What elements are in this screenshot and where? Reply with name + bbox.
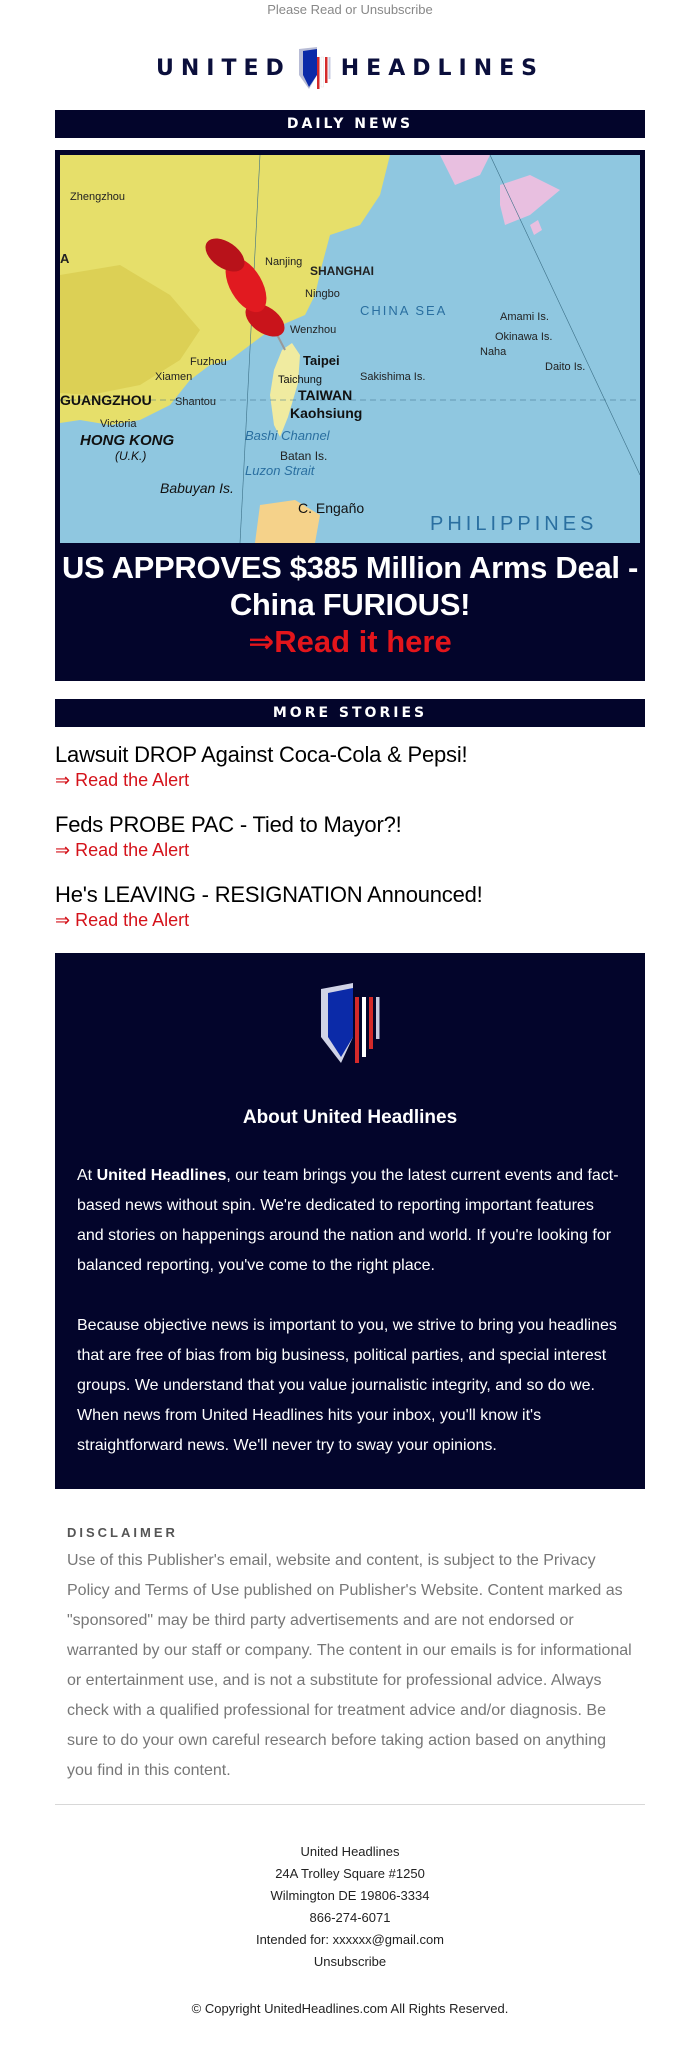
map-label-philippines: PHILIPPINES bbox=[430, 513, 598, 535]
map-label-engano: C. Engaño bbox=[298, 500, 365, 516]
map-label-daito: Daito Is. bbox=[545, 361, 586, 373]
map-label-taichung: Taichung bbox=[278, 374, 323, 386]
footer-company: United Headlines bbox=[300, 1844, 400, 1859]
shield-logo-icon bbox=[319, 981, 381, 1065]
story-item[interactable] bbox=[55, 881, 645, 931]
footer-phone: 866-274-6071 bbox=[309, 1910, 391, 1925]
footer-address-line-2: Wilmington DE 19806-3334 bbox=[270, 1888, 430, 1903]
map-label-victoria: Victoria bbox=[100, 418, 137, 430]
footer bbox=[55, 1841, 645, 1973]
disclaimer-heading: DISCLAIMER bbox=[67, 1525, 178, 1540]
disclaimer-section bbox=[55, 1489, 645, 1800]
about-paragraph-1 bbox=[77, 1161, 623, 1281]
about-paragraph-2: Because objective news is important to you, we strive to bring you headlines that are free of bias from big business, political parties, and special interest groups. We understand that you value journalistic integrity, and so do we. When news from United Headlines hits your inbox, you'll know it's straightforward news. We'll never try to sway your opinions. bbox=[77, 1317, 617, 1454]
map-label-kaohsiung: Kaohsiung bbox=[290, 405, 363, 421]
story-read-alert-link[interactable]: ⇒ Read the Alert bbox=[55, 840, 190, 860]
story-title[interactable]: Lawsuit DROP Against Coca-Cola & Pepsi! bbox=[55, 742, 468, 767]
more-stories-bar: MORE STORIES bbox=[55, 699, 645, 727]
map-label-taipei: Taipei bbox=[303, 353, 340, 368]
story-item[interactable] bbox=[55, 811, 645, 861]
map-label-hongkong: HONG KONG bbox=[80, 432, 175, 449]
hero-story[interactable] bbox=[55, 150, 645, 681]
footer-address-line-1: 24A Trolley Square #1250 bbox=[275, 1866, 425, 1881]
brand-word-left: UNITED bbox=[156, 55, 291, 81]
brand-word-right: HEADLINES bbox=[340, 55, 544, 81]
map-label-bashi: Bashi Channel bbox=[245, 428, 330, 443]
hero-read-link[interactable]: ⇒Read it here bbox=[248, 624, 452, 659]
map-label-xiamen: Xiamen bbox=[155, 371, 193, 383]
footer-intended-for: Intended for: xxxxxx@gmail.com bbox=[255, 1932, 445, 1947]
map-label-shanghai: SHANGHAI bbox=[310, 264, 375, 278]
copyright: © Copyright UnitedHeadlines.com All Rights Reserved. bbox=[191, 2001, 509, 2016]
map-label-wenzhou: Wenzhou bbox=[290, 324, 337, 336]
preheader-link[interactable]: Please Read or Unsubscribe bbox=[267, 2, 433, 17]
about-p1-prefix: At bbox=[77, 1167, 97, 1184]
unsubscribe-link[interactable]: Unsubscribe bbox=[313, 1954, 387, 1969]
about-section bbox=[55, 953, 645, 1489]
brand-logo[interactable] bbox=[0, 38, 700, 98]
map-label-nanjing: Nanjing bbox=[265, 256, 303, 268]
shield-logo-icon bbox=[295, 45, 331, 91]
svg-text:A: A bbox=[60, 251, 70, 266]
content-container bbox=[55, 110, 645, 2016]
map-label-luzon: Luzon Strait bbox=[245, 463, 315, 478]
hero-headline[interactable]: US APPROVES $385 Million Arms Deal - China FURIOUS! bbox=[61, 550, 639, 622]
map-label-guangzhou: GUANGZHOU bbox=[60, 392, 152, 408]
map-label-uk: (U.K.) bbox=[115, 449, 147, 463]
story-item[interactable] bbox=[55, 741, 645, 791]
story-title[interactable]: He's LEAVING - RESIGNATION Announced! bbox=[55, 882, 483, 907]
map-label-ningbo: Ningbo bbox=[305, 288, 340, 300]
divider bbox=[55, 1804, 645, 1805]
map-label-babuyan: Babuyan Is. bbox=[160, 480, 234, 496]
map-label-amami: Amami Is. bbox=[500, 311, 549, 323]
story-list bbox=[55, 741, 645, 931]
map-label-fuzhou: Fuzhou bbox=[190, 356, 227, 368]
hero-map-image[interactable] bbox=[60, 155, 640, 543]
about-p1-brand: United Headlines bbox=[96, 1167, 227, 1184]
story-read-alert-link[interactable]: ⇒ Read the Alert bbox=[55, 770, 190, 790]
story-title[interactable]: Feds PROBE PAC - Tied to Mayor?! bbox=[55, 812, 402, 837]
map-label-china-sea: CHINA SEA bbox=[360, 303, 448, 318]
about-title: About United Headlines bbox=[242, 1107, 458, 1128]
story-read-alert-link[interactable]: ⇒ Read the Alert bbox=[55, 910, 190, 930]
svg-text:Zhengzhou: Zhengzhou bbox=[70, 191, 126, 203]
map-label-okinawa: Okinawa Is. bbox=[495, 331, 553, 343]
map-label-batan: Batan Is. bbox=[280, 449, 328, 463]
daily-news-bar: DAILY NEWS bbox=[55, 110, 645, 138]
about-p1-rest: , our team brings you the latest current events and fact-based news without spin. We're dedicated to reporting important features and stories on happenings around the nation and world. If you're looking for balanced reporting, you've come to the right place. bbox=[77, 1167, 619, 1274]
disclaimer-text: Use of this Publisher's email, website and content, is subject to the Privacy Policy and Terms of Use published on Publisher's Website. Content marked as "sponsored" may be third party advertisements and are not endorsed or warranted by our staff or company. The content in our emails is for informational or entertainment use, and is not a substitute for professional advice. Always check with a qualified professional for treatment advice and/or diagnosis. Be sure to do your own careful research before taking action based on anything you find in this content. bbox=[67, 1552, 632, 1779]
map-label-sakishima: Sakishima Is. bbox=[360, 371, 426, 383]
map-label-naha: Naha bbox=[480, 346, 507, 358]
map-label-taiwan: TAIWAN bbox=[298, 387, 353, 403]
map-label-shantou: Shantou bbox=[175, 396, 216, 408]
